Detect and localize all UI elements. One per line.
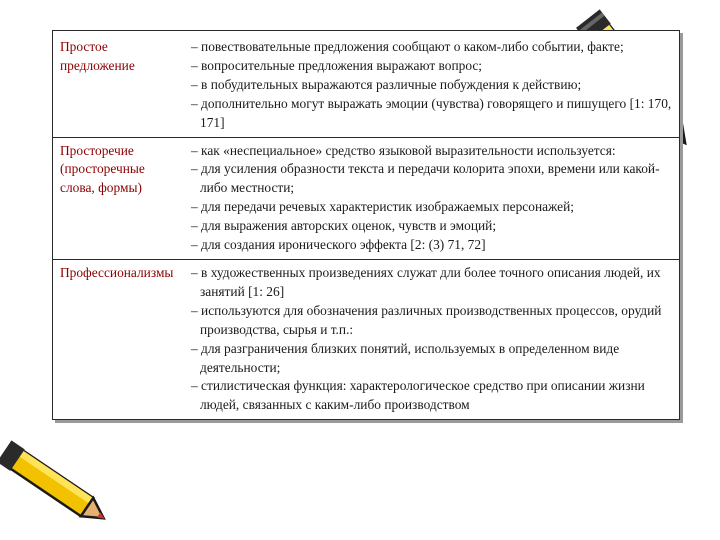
table-row bbox=[53, 137, 679, 259]
term-cell: Просторечие (просторечные слова, формы) bbox=[53, 137, 187, 259]
list-item: – как «неспециальное» средство языковой выразительности используется: bbox=[191, 142, 616, 158]
definitions-cell bbox=[187, 31, 679, 137]
table-row bbox=[53, 259, 679, 419]
list-item: – для выражения авторских оценок, чувств и эмоций; bbox=[191, 218, 497, 234]
definitions-cell bbox=[187, 259, 679, 419]
term-cell: Простое предложение bbox=[60, 39, 135, 73]
list-item: – в художественных произведениях служат дли более точного описания людей, их занятий [1: 26] bbox=[191, 264, 661, 299]
pencil-icon bbox=[0, 440, 120, 540]
list-item: – стилистическая функция: характерологическое средство при описании жизни людей, связанных с каким-либо производством bbox=[191, 378, 645, 413]
list-item: – для разграничения близких понятий, используемых в определенном виде деятельности; bbox=[191, 340, 620, 375]
list-item: – для передачи речевых характеристик изображаемых персонажей; bbox=[191, 199, 574, 215]
list-item: – дополнительно могут выражать эмоции (чувства) говорящего и пишущего [1: 170, 171] bbox=[191, 95, 672, 130]
list-item: – повествовательные предложения сообщают о каком-либо событии, факте; bbox=[191, 39, 624, 54]
list-item: – вопросительные предложения выражают вопрос; bbox=[191, 57, 483, 73]
term-cell: Профессионализмы bbox=[53, 259, 187, 419]
list-item: – используются для обозначения различных производственных процессов, орудий производства, сырья и т.п.: bbox=[191, 302, 662, 337]
list-item: – для создания иронического эффекта [2: (3) 71, 72] bbox=[191, 237, 486, 253]
list-item: – в побудительных выражаются различные побуждения к действию; bbox=[191, 76, 582, 92]
definitions-cell bbox=[187, 137, 679, 259]
table-row bbox=[53, 31, 679, 137]
list-item: – для усиления образности текста и передачи колорита эпохи, времени или какой-либо местности; bbox=[191, 161, 660, 196]
definitions-table bbox=[52, 30, 680, 420]
